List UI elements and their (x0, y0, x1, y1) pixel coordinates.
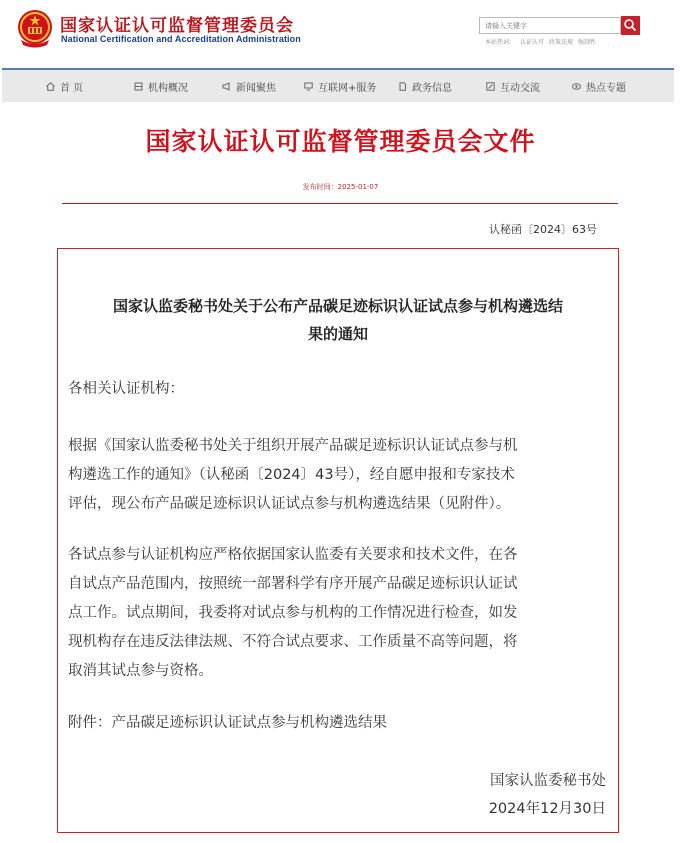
signature-date: 2024年12月30日 (488, 801, 606, 817)
monitor-icon (304, 82, 313, 91)
nav-label: 互联网+服务 (318, 83, 377, 94)
paragraph-line: 点工作。试点期间，我委将对试点参与机构的工作情况进行检查，如发 (68, 605, 518, 621)
paragraph (68, 541, 613, 686)
search-icon (621, 16, 640, 35)
main-nav (2, 68, 674, 102)
document-header-title: 国家认证认可监督管理委员会文件 (145, 127, 536, 156)
paragraph-line: 评估，现公布产品碳足迹标识认证试点参与机构遴选结果（见附件）。 (68, 496, 511, 512)
attachment-link[interactable]: 附件：产品碳足迹标识认证试点参与机构遴选结果 (68, 715, 387, 731)
paragraph (68, 432, 613, 519)
salutation: 各相关认证机构： (68, 381, 184, 397)
notice-title-line: 果的通知 (307, 325, 368, 343)
document-icon (398, 82, 407, 91)
nav-label: 新闻聚焦 (236, 83, 276, 94)
hot-word-link[interactable]: 强制性 (578, 39, 597, 46)
nav-label: 政务信息 (412, 83, 452, 94)
publish-time: 发布时间：2025-01-07 (302, 183, 379, 191)
paragraph-line: 构遴选工作的通知》（认秘函〔2024〕43号），经自愿申报和专家技术 (68, 467, 515, 483)
nav-item-about[interactable] (134, 79, 188, 94)
nav-item-news[interactable] (222, 79, 276, 94)
paragraph-line: 自试点产品范围内，按照统一部署科学有序开展产品碳足迹标识认证试 (68, 576, 518, 592)
document-number: 认秘函〔2024〕63号 (489, 223, 597, 236)
search-button[interactable] (621, 16, 640, 35)
edit-icon (486, 82, 495, 91)
paragraph-line: 各试点参与认证机构应严格依据国家认监委有关要求和技术文件，在各 (68, 547, 518, 563)
hot-word-link[interactable]: 认证认可 (520, 39, 545, 46)
nav-label: 热点专题 (586, 83, 626, 94)
hot-word-link[interactable]: 政策法规 (549, 39, 574, 46)
nav-item-topics[interactable] (572, 79, 626, 94)
nav-item-interaction[interactable] (486, 79, 540, 94)
hot-words (485, 37, 601, 46)
paragraph-line: 根据《国家认监委秘书处关于组织开展产品碳足迹标识认证试点参与机 (68, 438, 518, 454)
nav-item-home[interactable] (46, 79, 83, 94)
paragraph-line: 取消其试点参与资格。 (68, 663, 213, 679)
nav-item-services[interactable] (304, 79, 376, 94)
megaphone-icon (222, 82, 231, 91)
paragraph-line: 现机构存在违反法律法规、不符合试点要求、工作质量不高等问题，将 (68, 634, 518, 650)
site-header (0, 0, 681, 66)
search-input[interactable]: 请输入关键字 (479, 17, 621, 34)
divider (62, 203, 618, 204)
nav-label: 机构概况 (148, 83, 188, 94)
building-icon (134, 82, 143, 91)
notice-title-line: 国家认监委秘书处关于公布产品碳足迹标识认证试点参与机构遴选结 (112, 297, 563, 315)
site-name-en: National Certification and Accreditation Administration (61, 34, 301, 44)
nav-item-government-info[interactable] (398, 79, 452, 94)
nav-label: 首 页 (60, 83, 84, 94)
document-body (57, 248, 619, 833)
site-name-cn[interactable]: 国家认证认可监督管理委员会 (60, 16, 294, 36)
nav-label: 互动交流 (500, 83, 540, 94)
home-icon (46, 82, 55, 91)
signature: 国家认监委秘书处 (490, 773, 606, 789)
hot-words-label: 本站热词： (485, 39, 516, 46)
notice-title (68, 292, 608, 348)
national-emblem-icon (17, 8, 53, 48)
eye-icon (572, 82, 581, 91)
